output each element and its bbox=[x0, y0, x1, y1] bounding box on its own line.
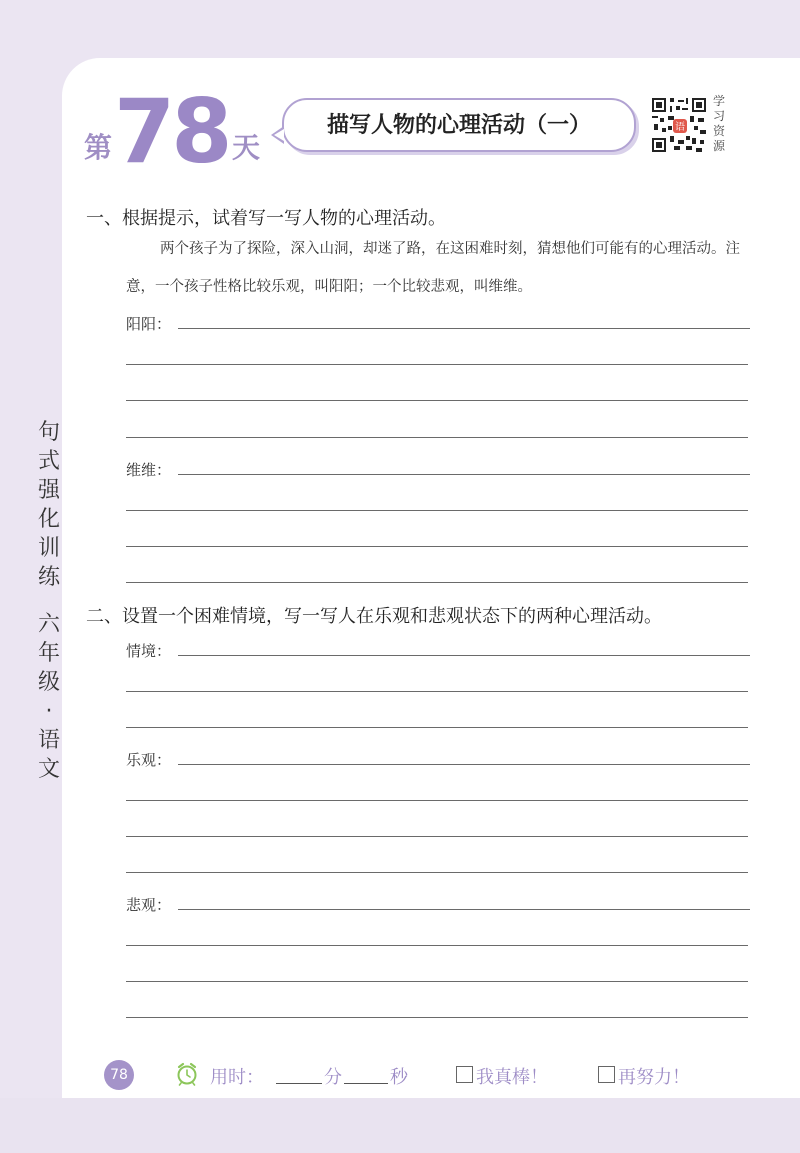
day-number: 78 bbox=[114, 80, 229, 183]
day-suffix: 天 bbox=[232, 131, 261, 164]
checkbox-great[interactable] bbox=[456, 1066, 473, 1083]
answer-line[interactable] bbox=[178, 474, 750, 475]
checkbox-try-harder[interactable] bbox=[598, 1066, 615, 1083]
answer-line[interactable] bbox=[126, 1017, 748, 1018]
minutes-blank[interactable] bbox=[276, 1083, 322, 1084]
option-great: 我真棒！ bbox=[476, 1067, 548, 1088]
option-try-harder: 再努力！ bbox=[618, 1067, 690, 1088]
section1-prompt: 两个孩子为了探险，深入山洞，却迷了路，在这困难时刻，猜想他们可能有的心理活动。注意，一个孩子性格比较乐观，叫阳阳；一个比较悲观，叫维维。 bbox=[126, 241, 740, 295]
answer-line[interactable] bbox=[178, 764, 750, 765]
answer-line[interactable] bbox=[126, 945, 748, 946]
section1-heading: 一、根据提示，试着写一写人物的心理活动。 bbox=[86, 208, 446, 229]
section2-heading: 二、设置一个困难情境，写一写人在乐观和悲观状态下的两种心理活动。 bbox=[86, 606, 662, 627]
answer-line[interactable] bbox=[126, 546, 748, 547]
answer-line[interactable] bbox=[126, 437, 748, 438]
answer-line[interactable] bbox=[126, 691, 748, 692]
alarm-clock-icon bbox=[176, 1062, 198, 1086]
answer-line[interactable] bbox=[126, 800, 748, 801]
answer-line[interactable] bbox=[126, 364, 748, 365]
answer-line[interactable] bbox=[126, 582, 748, 583]
label-situation: 情境： bbox=[126, 642, 172, 660]
answer-line[interactable] bbox=[126, 981, 748, 982]
answer-line[interactable] bbox=[178, 655, 750, 656]
day-prefix: 第 bbox=[84, 131, 113, 164]
sidebar-grade: 六年级·语文 bbox=[37, 612, 60, 782]
label-pessimistic: 悲观： bbox=[126, 896, 172, 914]
second-unit: 秒 bbox=[390, 1067, 408, 1088]
seconds-blank[interactable] bbox=[344, 1083, 388, 1084]
answer-line[interactable] bbox=[178, 909, 750, 910]
qr-label: 学习资源 bbox=[713, 94, 726, 153]
minute-unit: 分 bbox=[324, 1067, 342, 1088]
page-bottom-margin bbox=[0, 1098, 800, 1153]
answer-line[interactable] bbox=[126, 872, 748, 873]
answer-line[interactable] bbox=[126, 510, 748, 511]
time-label: 用时： bbox=[210, 1067, 264, 1088]
answer-line[interactable] bbox=[126, 400, 748, 401]
sidebar-series: 句式强化训练 bbox=[37, 420, 60, 590]
label-yangyang: 阳阳： bbox=[126, 315, 172, 333]
page-number: 78 bbox=[104, 1060, 134, 1090]
page-top-margin bbox=[0, 0, 800, 58]
qr-code-icon[interactable] bbox=[650, 96, 708, 154]
svg-text:语: 语 bbox=[675, 122, 685, 133]
answer-line[interactable] bbox=[126, 727, 748, 728]
sidebar-book-title bbox=[36, 418, 62, 802]
answer-line[interactable] bbox=[126, 836, 748, 837]
lesson-title-banner bbox=[282, 98, 636, 152]
lesson-title: 描写人物的心理活动（一） bbox=[326, 112, 591, 138]
answer-line[interactable] bbox=[178, 328, 750, 329]
label-weiwei: 维维： bbox=[126, 461, 172, 479]
label-optimistic: 乐观： bbox=[126, 751, 172, 769]
